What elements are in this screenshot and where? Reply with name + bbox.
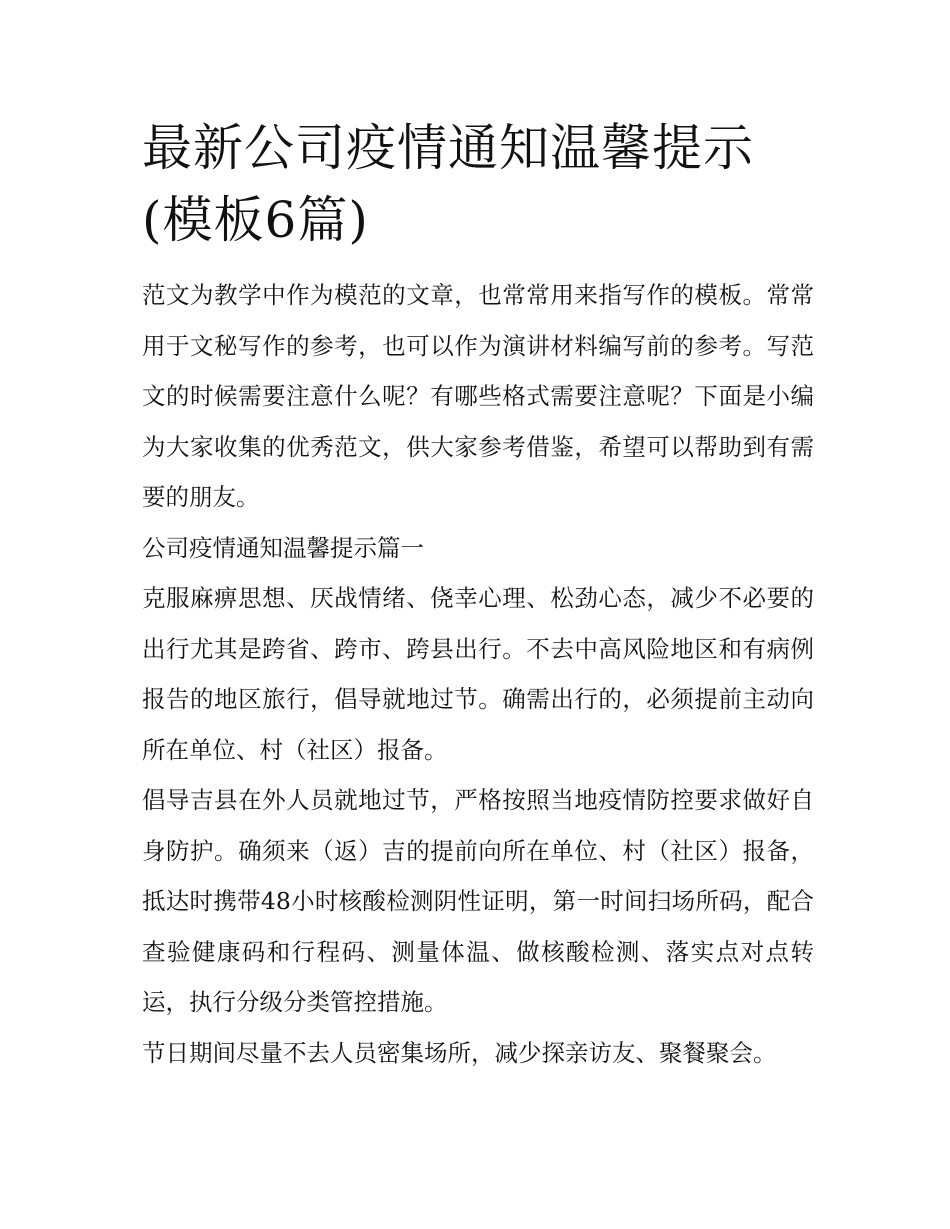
body-paragraph-3: 节日期间尽量不去人员密集场所，减少探亲访友、聚餐聚会。 [142,1038,777,1067]
body-paragraph-1: 克服麻痹思想、厌战情绪、侥幸心理、松劲心态，减少不必要的出行尤其是跨省、跨市、跨县出行。不去中高风险地区和有病例报告的地区旅行，倡导就地过节。确需出行的，必须提前主动向所在单位、村（社区）报备。 [142,584,814,764]
body-paragraph-2: 倡导吉县在外人员就地过节，严格按照当地疫情防控要求做好自身防护。确须来（返）吉的提前向所在单位、村（社区）报备，抵达时携带48小时核酸检测阴性证明，第一时间扫场所码，配合查验健康码和行程码、测量体温、做核酸检测、落实点对点转运，执行分级分类管控措施。 [142,786,814,1016]
intro-paragraph: 范文为教学中作为模范的文章，也常常用来指写作的模板。常常用于文秘写作的参考，也可以作为演讲材料编写前的参考。写范文的时候需要注意什么呢？有哪些格式需要注意呢？下面是小编为大家收集的优秀范文，供大家参考借鉴，希望可以帮助到有需要的朋友。 [142,281,814,511]
document-title: 最新公司疫情通知温馨提示(模板6篇) [142,119,754,249]
document-page [142,112,814,1078]
section-heading: 公司疫情通知温馨提示篇一 [142,533,424,562]
